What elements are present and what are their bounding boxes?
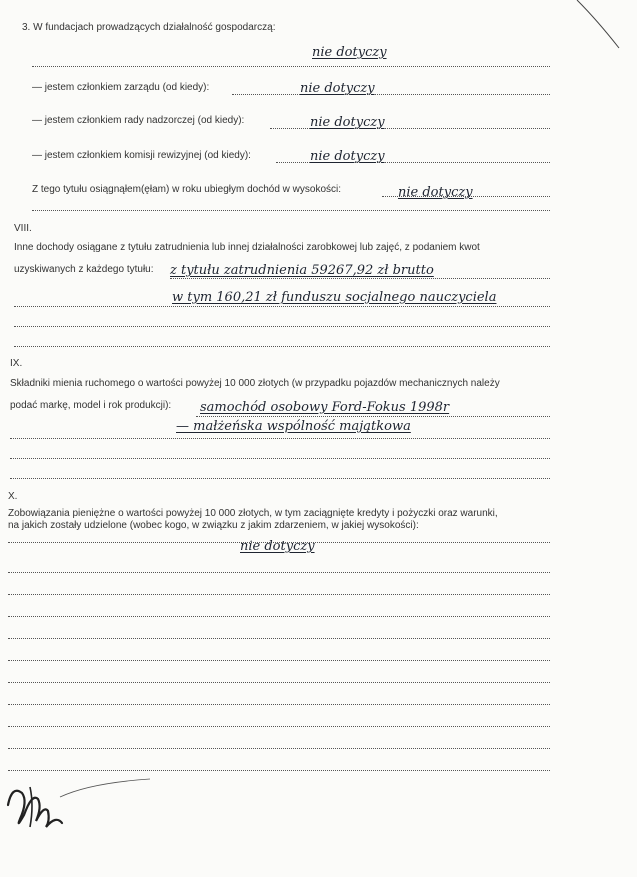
section-9-text-2: podać markę, model i rok produkcji): — [10, 400, 172, 411]
dotted-line — [8, 704, 550, 705]
board-member-answer: nie dotyczy — [300, 81, 375, 96]
section-9-answer-2: — małżeńska wspólność majątkowa — [176, 419, 411, 434]
dotted-line — [14, 326, 550, 327]
dotted-line — [14, 346, 550, 347]
audit-committee-label: — jestem członkiem komisji rewizyjnej (od kiedy): — [32, 150, 251, 161]
section-3-heading: 3. W fundacjach prowadzących działalność gospodarczą: — [22, 22, 276, 33]
dotted-line — [232, 94, 550, 95]
handwritten-signature — [0, 775, 200, 855]
dotted-line — [8, 770, 550, 771]
dotted-line — [32, 210, 550, 211]
section-8-text-2: uzyskiwanych z każdego tytułu: — [14, 264, 154, 275]
section-8-text-1: Inne dochody osiągane z tytułu zatrudnienia lub innej działalności zarobkowej lub zajęć, z podaniem kwot — [14, 242, 480, 253]
income-answer: nie dotyczy — [398, 185, 473, 200]
dotted-line — [14, 306, 550, 307]
dotted-line — [8, 594, 550, 595]
board-member-label: — jestem członkiem zarządu (od kiedy): — [32, 82, 210, 93]
section-9-text-1: Składniki mienia ruchomego o wartości powyżej 10 000 złotych (w przypadku pojazdów mechanicznych należy — [10, 378, 500, 389]
dotted-line — [196, 416, 550, 417]
section-9-number: IX. — [10, 358, 23, 369]
dotted-line — [8, 748, 550, 749]
section-10-text-2: na jakich zostały udzielone (wobec kogo, w związku z jakim zdarzeniem, w jakiej wysokości): — [8, 520, 419, 531]
dotted-line — [10, 478, 550, 479]
dotted-line — [8, 616, 550, 617]
section-8-number: VIII. — [14, 223, 32, 234]
dotted-line — [10, 438, 550, 439]
dotted-line — [8, 572, 550, 573]
dotted-line — [8, 726, 550, 727]
corner-scan-mark — [567, 0, 627, 60]
section-10-answer: nie dotyczy — [240, 539, 315, 554]
section-3-answer: nie dotyczy — [312, 45, 387, 60]
income-label: Z tego tytułu osiągnąłem(ęłam) w roku ubiegłym dochód w wysokości: — [32, 184, 342, 195]
audit-committee-answer: nie dotyczy — [310, 149, 385, 164]
section-9-answer-1: samochód osobowy Ford-Fokus 1998r — [200, 400, 450, 415]
dotted-line — [8, 682, 550, 683]
dotted-line — [170, 278, 550, 279]
supervisory-board-answer: nie dotyczy — [310, 115, 385, 130]
dotted-line — [10, 458, 550, 459]
dotted-line — [8, 638, 550, 639]
section-10-number: X. — [8, 491, 18, 502]
dotted-line — [32, 66, 550, 67]
section-8-answer-1: z tytułu zatrudnienia 59267,92 zł brutto — [170, 263, 434, 278]
dotted-line — [8, 660, 550, 661]
section-8-answer-2: w tym 160,21 zł funduszu socjalnego nauczyciela — [172, 290, 497, 305]
supervisory-board-label: — jestem członkiem rady nadzorczej (od kiedy): — [32, 115, 245, 126]
section-10-text-1: Zobowiązania pieniężne o wartości powyżej 10 000 złotych, w tym zaciągnięte kredyty i pożyczki oraz warunki, — [8, 508, 498, 519]
